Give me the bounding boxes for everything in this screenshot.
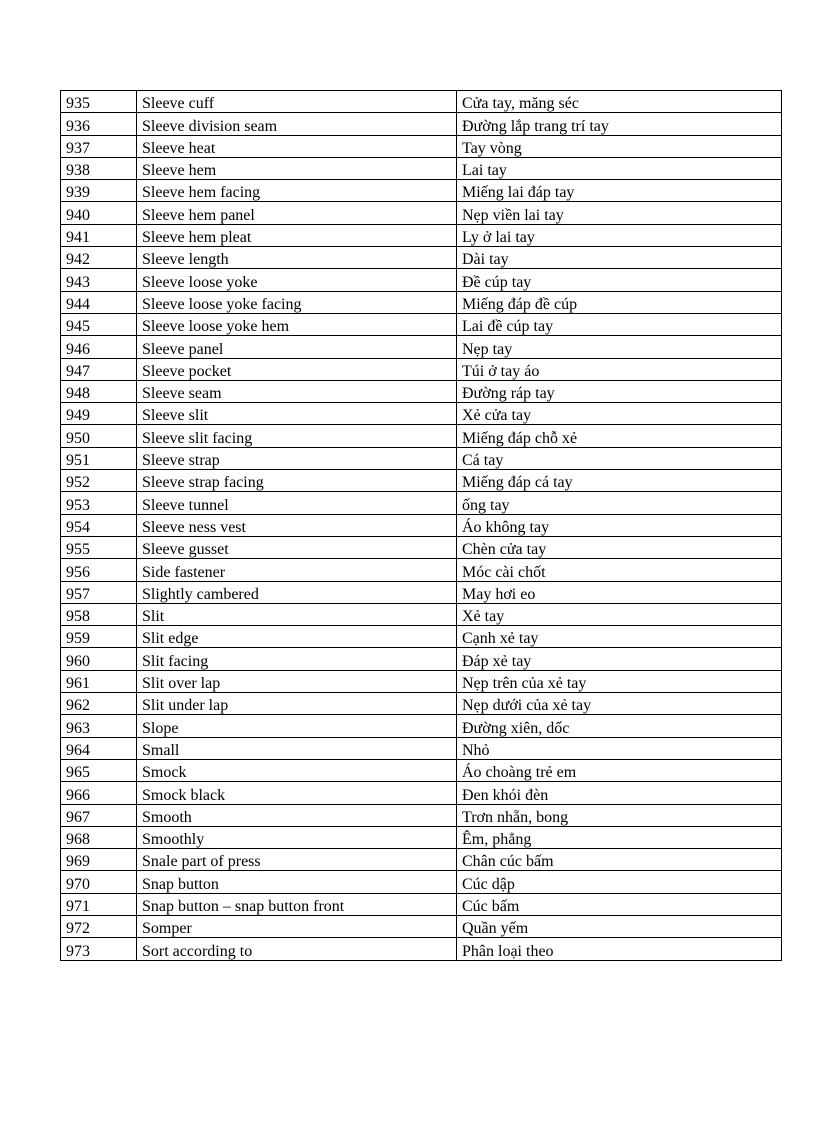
table-row xyxy=(61,893,782,915)
entry-number: 945 xyxy=(61,313,137,335)
vietnamese-term: Xẻ tay xyxy=(457,603,782,625)
vietnamese-term: Chân cúc bấm xyxy=(457,849,782,871)
table-row xyxy=(61,492,782,514)
table-row xyxy=(61,915,782,937)
table-row xyxy=(61,693,782,715)
vietnamese-term: Phân loại theo xyxy=(457,938,782,960)
entry-number: 964 xyxy=(61,737,137,759)
vietnamese-term: Đề cúp tay xyxy=(457,269,782,291)
table-row xyxy=(61,313,782,335)
entry-number: 954 xyxy=(61,514,137,536)
english-term: Sleeve gusset xyxy=(137,536,457,558)
entry-number: 970 xyxy=(61,871,137,893)
english-term: Sleeve loose yoke xyxy=(137,269,457,291)
entry-number: 971 xyxy=(61,893,137,915)
entry-number: 962 xyxy=(61,693,137,715)
table-row xyxy=(61,135,782,157)
english-term: Sleeve ness vest xyxy=(137,514,457,536)
vietnamese-term: Đáp xẻ tay xyxy=(457,648,782,670)
table-row xyxy=(61,737,782,759)
entry-number: 952 xyxy=(61,470,137,492)
english-term: Smoothly xyxy=(137,826,457,848)
table-row xyxy=(61,782,782,804)
table-row xyxy=(61,759,782,781)
vietnamese-term: Cửa tay, măng séc xyxy=(457,91,782,113)
vietnamese-term: Dài tay xyxy=(457,247,782,269)
english-term: Sleeve division seam xyxy=(137,113,457,135)
table-row xyxy=(61,157,782,179)
english-term: Somper xyxy=(137,915,457,937)
table-row xyxy=(61,536,782,558)
english-term: Sleeve tunnel xyxy=(137,492,457,514)
table-row xyxy=(61,581,782,603)
english-term: Slit under lap xyxy=(137,693,457,715)
entry-number: 957 xyxy=(61,581,137,603)
english-term: Side fastener xyxy=(137,559,457,581)
entry-number: 965 xyxy=(61,759,137,781)
vietnamese-term: Nẹp dưới của xẻ tay xyxy=(457,693,782,715)
english-term: Snap button – snap button front xyxy=(137,893,457,915)
table-row xyxy=(61,514,782,536)
vietnamese-term: Miếng đáp cá tay xyxy=(457,470,782,492)
english-term: Smock xyxy=(137,759,457,781)
table-row xyxy=(61,447,782,469)
english-term: Slightly cambered xyxy=(137,581,457,603)
english-term: Sleeve heat xyxy=(137,135,457,157)
english-term: Sleeve loose yoke hem xyxy=(137,313,457,335)
vietnamese-term: Nẹp viền lai tay xyxy=(457,202,782,224)
entry-number: 972 xyxy=(61,915,137,937)
english-term: Slit edge xyxy=(137,626,457,648)
english-term: Sleeve hem facing xyxy=(137,180,457,202)
table-row xyxy=(61,715,782,737)
vietnamese-term: Đường ráp tay xyxy=(457,380,782,402)
vietnamese-term: Áo choàng trẻ em xyxy=(457,759,782,781)
vietnamese-term: Túi ở tay áo xyxy=(457,358,782,380)
english-term: Sleeve hem xyxy=(137,157,457,179)
english-term: Slit over lap xyxy=(137,670,457,692)
table-row xyxy=(61,871,782,893)
english-term: Smock black xyxy=(137,782,457,804)
english-term: Sort according to xyxy=(137,938,457,960)
entry-number: 939 xyxy=(61,180,137,202)
entry-number: 937 xyxy=(61,135,137,157)
table-row xyxy=(61,291,782,313)
entry-number: 940 xyxy=(61,202,137,224)
english-term: Sleeve slit facing xyxy=(137,425,457,447)
table-row xyxy=(61,648,782,670)
table-row xyxy=(61,670,782,692)
vietnamese-term: Lai đề cúp tay xyxy=(457,313,782,335)
vietnamese-term: Nẹp trên của xẻ tay xyxy=(457,670,782,692)
vietnamese-term: ống tay xyxy=(457,492,782,514)
vietnamese-term: Chèn cửa tay xyxy=(457,536,782,558)
table-row xyxy=(61,626,782,648)
vietnamese-term: Đen khói đèn xyxy=(457,782,782,804)
entry-number: 955 xyxy=(61,536,137,558)
vietnamese-term: Xẻ cửa tay xyxy=(457,403,782,425)
vietnamese-term: Cá tay xyxy=(457,447,782,469)
entry-number: 946 xyxy=(61,336,137,358)
entry-number: 959 xyxy=(61,626,137,648)
table-row xyxy=(61,403,782,425)
vietnamese-term: Đường lắp trang trí tay xyxy=(457,113,782,135)
entry-number: 963 xyxy=(61,715,137,737)
glossary-body xyxy=(61,91,782,961)
english-term: Slit xyxy=(137,603,457,625)
english-term: Sleeve hem panel xyxy=(137,202,457,224)
vietnamese-term: Miếng đáp đề cúp xyxy=(457,291,782,313)
english-term: Sleeve panel xyxy=(137,336,457,358)
vietnamese-term: Lai tay xyxy=(457,157,782,179)
english-term: Sleeve strap xyxy=(137,447,457,469)
entry-number: 936 xyxy=(61,113,137,135)
english-term: Sleeve length xyxy=(137,247,457,269)
vietnamese-term: Tay vòng xyxy=(457,135,782,157)
entry-number: 953 xyxy=(61,492,137,514)
table-row xyxy=(61,247,782,269)
english-term: Sleeve strap facing xyxy=(137,470,457,492)
table-row xyxy=(61,849,782,871)
entry-number: 938 xyxy=(61,157,137,179)
entry-number: 968 xyxy=(61,826,137,848)
table-row xyxy=(61,470,782,492)
english-term: Sleeve pocket xyxy=(137,358,457,380)
table-row xyxy=(61,113,782,135)
table-row xyxy=(61,425,782,447)
vietnamese-term: Cạnh xẻ tay xyxy=(457,626,782,648)
vietnamese-term: Miếng lai đáp tay xyxy=(457,180,782,202)
entry-number: 973 xyxy=(61,938,137,960)
english-term: Slit facing xyxy=(137,648,457,670)
table-row xyxy=(61,202,782,224)
table-row xyxy=(61,358,782,380)
entry-number: 960 xyxy=(61,648,137,670)
vietnamese-term: Áo không tay xyxy=(457,514,782,536)
english-term: Smooth xyxy=(137,804,457,826)
english-term: Sleeve cuff xyxy=(137,91,457,113)
table-row xyxy=(61,336,782,358)
vietnamese-term: Móc cài chốt xyxy=(457,559,782,581)
entry-number: 967 xyxy=(61,804,137,826)
entry-number: 941 xyxy=(61,224,137,246)
vietnamese-term: Nẹp tay xyxy=(457,336,782,358)
vietnamese-term: Quần yếm xyxy=(457,915,782,937)
entry-number: 961 xyxy=(61,670,137,692)
english-term: Slope xyxy=(137,715,457,737)
english-term: Snale part of press xyxy=(137,849,457,871)
vietnamese-term: Miếng đáp chỗ xẻ xyxy=(457,425,782,447)
entry-number: 942 xyxy=(61,247,137,269)
vietnamese-term: Đường xiên, dốc xyxy=(457,715,782,737)
table-row xyxy=(61,603,782,625)
entry-number: 950 xyxy=(61,425,137,447)
vietnamese-term: Cúc bấm xyxy=(457,893,782,915)
table-row xyxy=(61,380,782,402)
english-term: Sleeve seam xyxy=(137,380,457,402)
entry-number: 948 xyxy=(61,380,137,402)
entry-number: 956 xyxy=(61,559,137,581)
table-row xyxy=(61,224,782,246)
entry-number: 958 xyxy=(61,603,137,625)
table-row xyxy=(61,804,782,826)
entry-number: 947 xyxy=(61,358,137,380)
english-term: Small xyxy=(137,737,457,759)
vietnamese-term: Cúc dập xyxy=(457,871,782,893)
vietnamese-term: Êm, phẳng xyxy=(457,826,782,848)
vietnamese-term: Trơn nhẵn, bong xyxy=(457,804,782,826)
entry-number: 949 xyxy=(61,403,137,425)
table-row xyxy=(61,269,782,291)
entry-number: 966 xyxy=(61,782,137,804)
english-term: Sleeve hem pleat xyxy=(137,224,457,246)
table-row xyxy=(61,826,782,848)
vietnamese-term: Ly ở lai tay xyxy=(457,224,782,246)
entry-number: 969 xyxy=(61,849,137,871)
vietnamese-term: May hơi eo xyxy=(457,581,782,603)
table-row xyxy=(61,559,782,581)
entry-number: 943 xyxy=(61,269,137,291)
entry-number: 944 xyxy=(61,291,137,313)
entry-number: 951 xyxy=(61,447,137,469)
table-row xyxy=(61,180,782,202)
vietnamese-term: Nhỏ xyxy=(457,737,782,759)
english-term: Sleeve slit xyxy=(137,403,457,425)
glossary-table xyxy=(60,90,782,961)
english-term: Sleeve loose yoke facing xyxy=(137,291,457,313)
entry-number: 935 xyxy=(61,91,137,113)
table-row xyxy=(61,938,782,960)
english-term: Snap button xyxy=(137,871,457,893)
table-row xyxy=(61,91,782,113)
